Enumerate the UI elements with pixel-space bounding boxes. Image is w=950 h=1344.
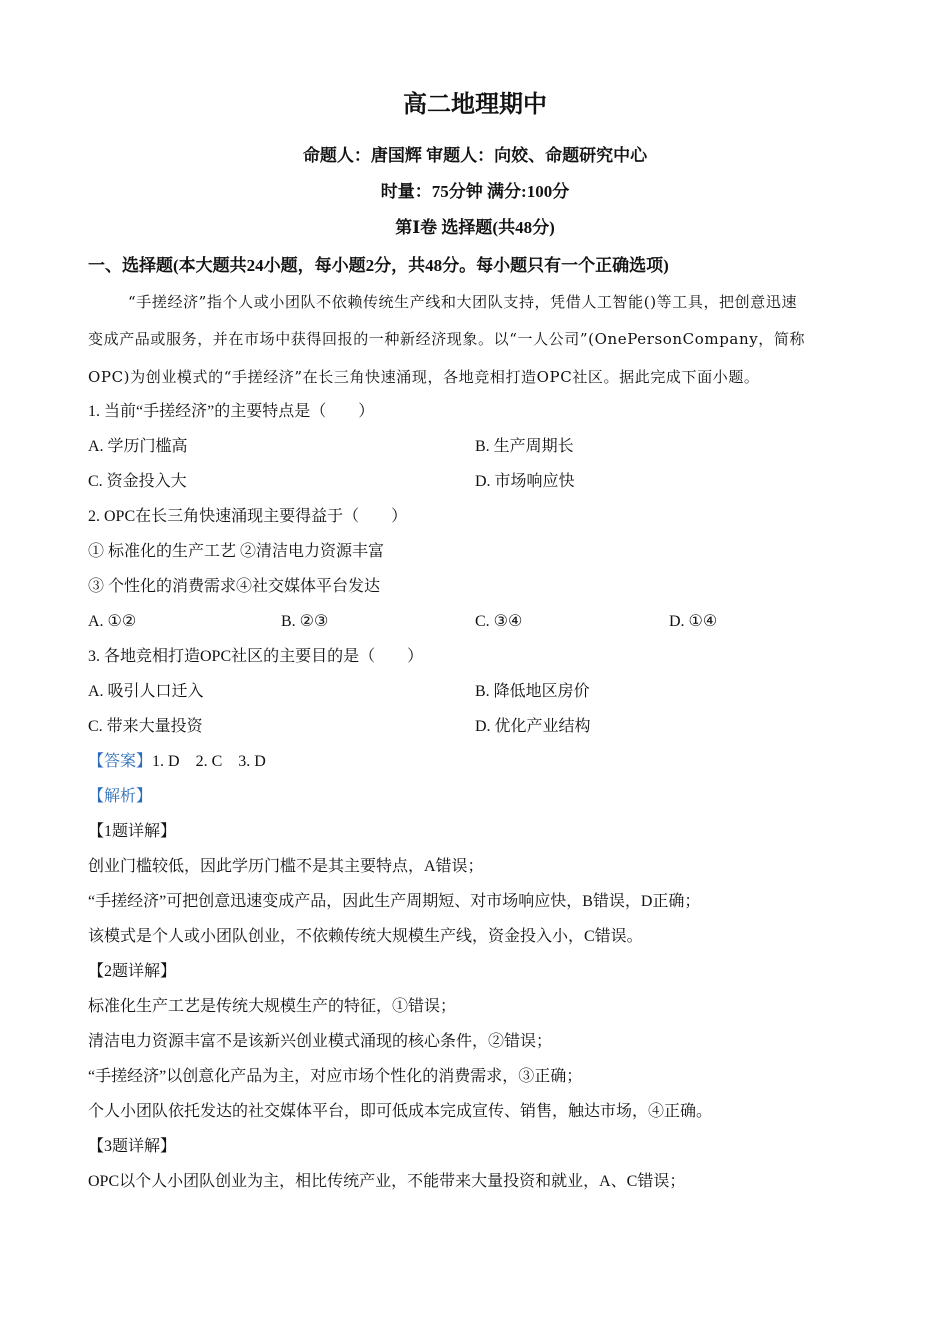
detail-2-line-3: “手搓经济”以创意化产品为主，对应市场个性化的消费需求，③正确；: [88, 1068, 583, 1085]
question-2-option-c: C. ③④: [475, 613, 523, 630]
time-score-line: 时量：75分钟 满分:100分: [380, 182, 570, 201]
question-2-option-a: A. ①②: [88, 613, 137, 630]
question-2-stem: 2. OPC在长三角快速涌现主要得益于（ ）: [88, 508, 408, 525]
part-heading: 第Ⅰ卷 选择题(共48分): [395, 218, 555, 237]
section-heading: 一、选择题(本大题共24小题，每小题2分，共48分。每小题只有一个正确选项): [88, 256, 669, 275]
authors-line: 命题人：唐国辉 审题人：向姣、命题研究中心: [302, 146, 648, 165]
passage-line-1: “手搓经济”指个人或小团队不依赖传统生产线和大团队支持，凭借人工智能()等工具，把创意迅速: [128, 293, 798, 311]
question-1-option-b: B. 生产周期长: [475, 438, 574, 455]
detail-2-line-2: 清洁电力资源丰富不是该新兴创业模式涌现的核心条件，②错误；: [88, 1033, 553, 1050]
question-3-option-d: D. 优化产业结构: [475, 718, 591, 735]
question-3-option-c: C. 带来大量投资: [88, 718, 203, 735]
detail-3-title: 【3题详解】: [88, 1138, 177, 1155]
answer-label: 【答案】: [88, 753, 153, 770]
question-1-stem: 1. 当前“手搓经济”的主要特点是（ ）: [88, 403, 375, 420]
passage-line-2: 变成产品或服务，并在市场中获得回报的一种新经济现象。以“一人公司”(OnePersonCompany，简称: [88, 330, 806, 348]
answer-text: 1. D 2. C 3. D: [152, 753, 266, 770]
question-3-option-a: A. 吸引人口迁入: [88, 683, 204, 700]
question-2-option-b: B. ②③: [281, 613, 329, 630]
detail-1-title: 【1题详解】: [88, 823, 177, 840]
detail-3-line-1: OPC以个人小团队创业为主，相比传统产业，不能带来大量投资和就业，A、C错误；: [88, 1173, 686, 1190]
question-2-choices-1: ① 标准化的生产工艺 ②清洁电力资源丰富: [88, 543, 385, 560]
question-2-option-d: D. ①④: [669, 613, 718, 630]
answer-line: [88, 751, 266, 773]
detail-2-line-1: 标准化生产工艺是传统大规模生产的特征，①错误；: [88, 998, 457, 1015]
question-1-option-a: A. 学历门槛高: [88, 438, 188, 455]
question-1-option-d: D. 市场响应快: [475, 473, 575, 490]
detail-1-line-3: 该模式是个人或小团队创业，不依赖传统大规模生产线，资金投入小，C错误。: [88, 928, 643, 945]
page-title: 高二地理期中: [403, 92, 547, 118]
question-1-option-c: C. 资金投入大: [88, 473, 187, 490]
detail-2-title: 【2题详解】: [88, 963, 177, 980]
question-3-stem: 3. 各地竞相打造OPC社区的主要目的是（ ）: [88, 648, 424, 665]
detail-2-line-4: 个人小团队依托发达的社交媒体平台，即可低成本完成宣传、销售，触达市场，④正确。: [88, 1103, 713, 1120]
analysis-label: 【解析】: [88, 788, 153, 805]
passage-line-3: OPC)为创业模式的“手搓经济”在长三角快速涌现，各地竞相打造OPC社区。据此完成下面小题。: [88, 368, 760, 386]
detail-1-line-1: 创业门槛较低，因此学历门槛不是其主要特点，A错误；: [88, 858, 484, 875]
question-3-option-b: B. 降低地区房价: [475, 683, 590, 700]
question-2-choices-2: ③ 个性化的消费需求④社交媒体平台发达: [88, 578, 381, 595]
detail-1-line-2: “手搓经济”可把创意迅速变成产品，因此生产周期短、对市场响应快，B错误，D正确；: [88, 893, 701, 910]
